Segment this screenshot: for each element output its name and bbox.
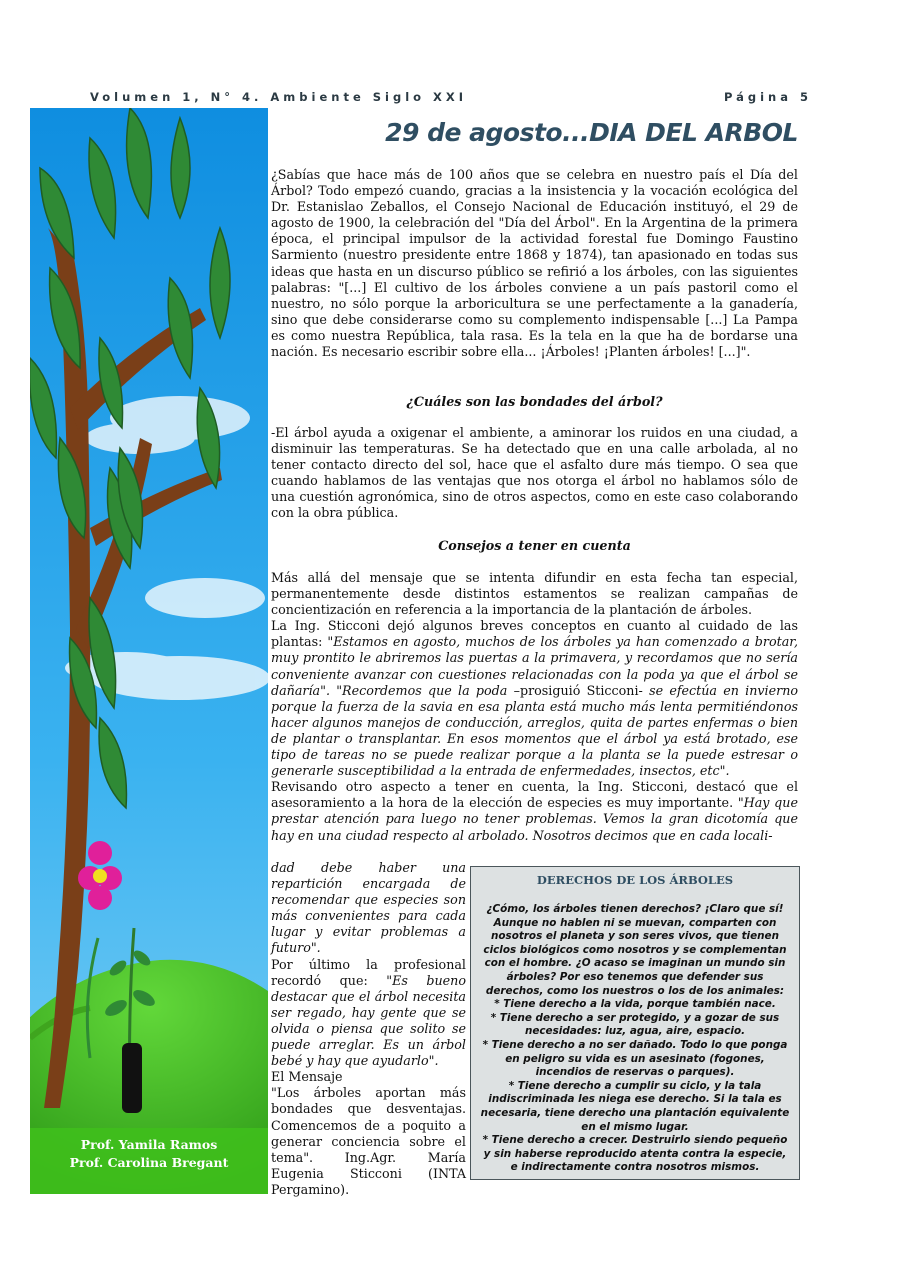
message-heading: El Mensaje	[271, 1069, 343, 1085]
illustration-svg	[30, 108, 268, 1194]
right-item: * Tiene derecho a no ser dañado. Todo lo que ponga en peligro su vida es un asesinato (fogones, incendios de reservas o parques).	[482, 1038, 788, 1079]
rights-intro: ¿Cómo, los árboles tienen derechos? ¡Claro que sí! Aunque no hablen ni se muevan, comparten con nosotros el planeta y son seres vivos, que tienen ciclos biológicos como nosotros y se complementan con el hombre. ¿O acaso se imaginan un mundo sin árboles? Por eso tenemos que defender sus derechos, como los nuestros o los de los animales:	[483, 903, 787, 997]
author-1: Prof. Yamila Ramos	[80, 1137, 218, 1152]
author-credits	[30, 1136, 268, 1172]
plant-pot	[122, 1043, 142, 1113]
advice-para-3-cont	[271, 860, 466, 957]
section-heading-advice: Consejos a tener en cuenta	[438, 538, 631, 553]
page-number: Página 5	[723, 90, 812, 104]
advice-para-4-intro: Por último la profesional recordó que:	[271, 956, 466, 988]
advice-para-2-intro: La Ing. Sticconi dejó algunos breves conceptos en cuanto al cuidado de las plantas:	[271, 618, 798, 650]
advice-paragraphs	[271, 570, 798, 844]
advice-para-2-mid: –prosiguió Sticconi-	[513, 682, 650, 698]
benefits-text: -El árbol ayuda a oxigenar el ambiente, a aminorar los ruidos en una ciudad, a disminuir las temperaturas. Se ha detectado que en una calle arbolada, al no tener contacto directo del sol, hace que el asfalto dure más tiempo. O sea que cuando hablamos de las ventajas que nos otorga el árbol no hablamos sólo de una cuestión agronómica, sino de otros aspectos, como en este caso colaborando con la obra pública.	[271, 425, 798, 521]
advice-para-3	[271, 779, 798, 843]
sticconi-quote-4: "Es bueno destacar que el árbol necesita ser regado, hay gente que se olvida o piensa que solito se puede arreglar. Es un árbol bebé y hay que ayudarlo".	[271, 972, 466, 1069]
right-item: * Tiene derecho a la vida, porque también nace.	[494, 998, 776, 1011]
sticconi-quote-2: se efectúa en invierno porque la fuerza de la savia en esa planta está mucho más lenta permitiéndonos hacer algunos manejos de conducción, arreglos, quita de partes enfermas o bien de plantar o transplantar. En esos momentos que el árbol ya está brotado, ese tipo de tareas no se puede realizar porque a la planta se la puede estresar o generarle susceptibilidad a la entrada de enfermedades, insectos, etc".	[271, 682, 798, 779]
intro-paragraph	[271, 167, 798, 360]
right-item: * Tiene derecho a crecer. Destruirlo siendo pequeño y sin haberse reproducido atenta contra la especie, e indirectamente contra nosotros mismos.	[482, 1134, 788, 1174]
running-header	[90, 90, 812, 106]
right-item: * Tiene derecho a cumplir su ciclo, y la tala indiscriminada les niega ese derecho. Si la tala es necesaria, tiene derecho una plantación equivalente en el mismo lugar.	[480, 1079, 790, 1133]
sticconi-quote-1: "Estamos en agosto, muchos de los árboles ya han comenzado a brotar, muy prontito le abriremos las puertas a la primavera, y recordamos que no sería conveniente avanzar con cuestiones relacionadas con la poda ya que el árbol se dañaría". "Recordemos que la poda	[271, 634, 798, 698]
article-title: 29 de agosto...DIA DEL ARBOL	[385, 118, 798, 147]
author-2: Prof. Carolina Bregant	[69, 1155, 229, 1170]
message-text: "Los árboles aportan más bondades que desventajas. Comencemos de a poquito a generar conciencia sobre el tema". Ing.Agr. María Eugenia Sticconi (INTA Pergamino).	[271, 1085, 466, 1197]
sticconi-quote-3-cont: dad debe haber una repartición encargada de recomendar que especies son más convenientes para cada lugar y evitar problemas a futuro".	[271, 860, 466, 956]
tree-and-flower-illustration	[30, 108, 268, 1194]
advice-para-3-intro: Revisando otro aspecto a tener en cuenta, la Ing. Sticconi, destacó que el asesoramiento a la hora de la elección de especies es muy importante.	[271, 779, 798, 811]
right-item: * Tiene derecho a ser protegido, y a gozar de sus necesidades: luz, agua, aire, espacio.	[490, 1011, 780, 1038]
section-heading-benefits: ¿Cuáles son las bondades del árbol?	[406, 394, 663, 409]
intro-text: ¿Sabías que hace más de 100 años que se celebra en nuestro país el Día del Árbol? Todo empezó cuando, gracias a la insistencia y la vocación ecológica del Dr. Estanislao Zeballos, el Consejo Nacional de Educación instituyó, el 29 de agosto de 1900, la celebración del "Día del Árbol". En la Argentina de la primera época, el principal impulsor de la actividad forestal fue Domingo Faustino Sarmiento (nuestro presidente entre 1868 y 1874), tan apasionado en todas sus ideas que hasta en un discurso público se refirió a los árboles, con las siguientes palabras: "[...] El cultivo de los árboles conviene a un país pastoril como el nuestro, no sólo porque la arboricultura se une perfectamente a la ganadería, sino que debe considerarse como su complemento indispensable [...] La Pampa es como nuestra República, tala rasa. Es la tela en la que ha de bordarse una nación. Es necesario escribir sobre ella... ¡Árboles! ¡Planten árboles! [...]".	[271, 167, 798, 360]
bottom-left-column	[271, 860, 466, 1198]
journal-volume-label: Volumen 1, N° 4. Ambiente Siglo XXI	[90, 90, 468, 104]
advice-para-1: Más allá del mensaje que se intenta difundir en esta fecha tan especial, permanentemente desde distintos estamentos se realizan campañas de concientización en referencia a la importancia de la plantación de árboles.	[271, 570, 798, 618]
benefits-paragraph	[271, 425, 798, 522]
tree-rights-box	[470, 866, 800, 1180]
rights-box-title: DERECHOS DE LOS ÁRBOLES	[536, 873, 734, 887]
advice-para-4	[271, 957, 466, 1070]
sticconi-quote-3: "Hay que prestar atención para luego no tener problemas. Vemos la gran dicotomía que hay en una ciudad respecto al arbolado. Nosotros decimos que en cada locali-	[271, 795, 798, 843]
advice-para-2	[271, 618, 798, 779]
